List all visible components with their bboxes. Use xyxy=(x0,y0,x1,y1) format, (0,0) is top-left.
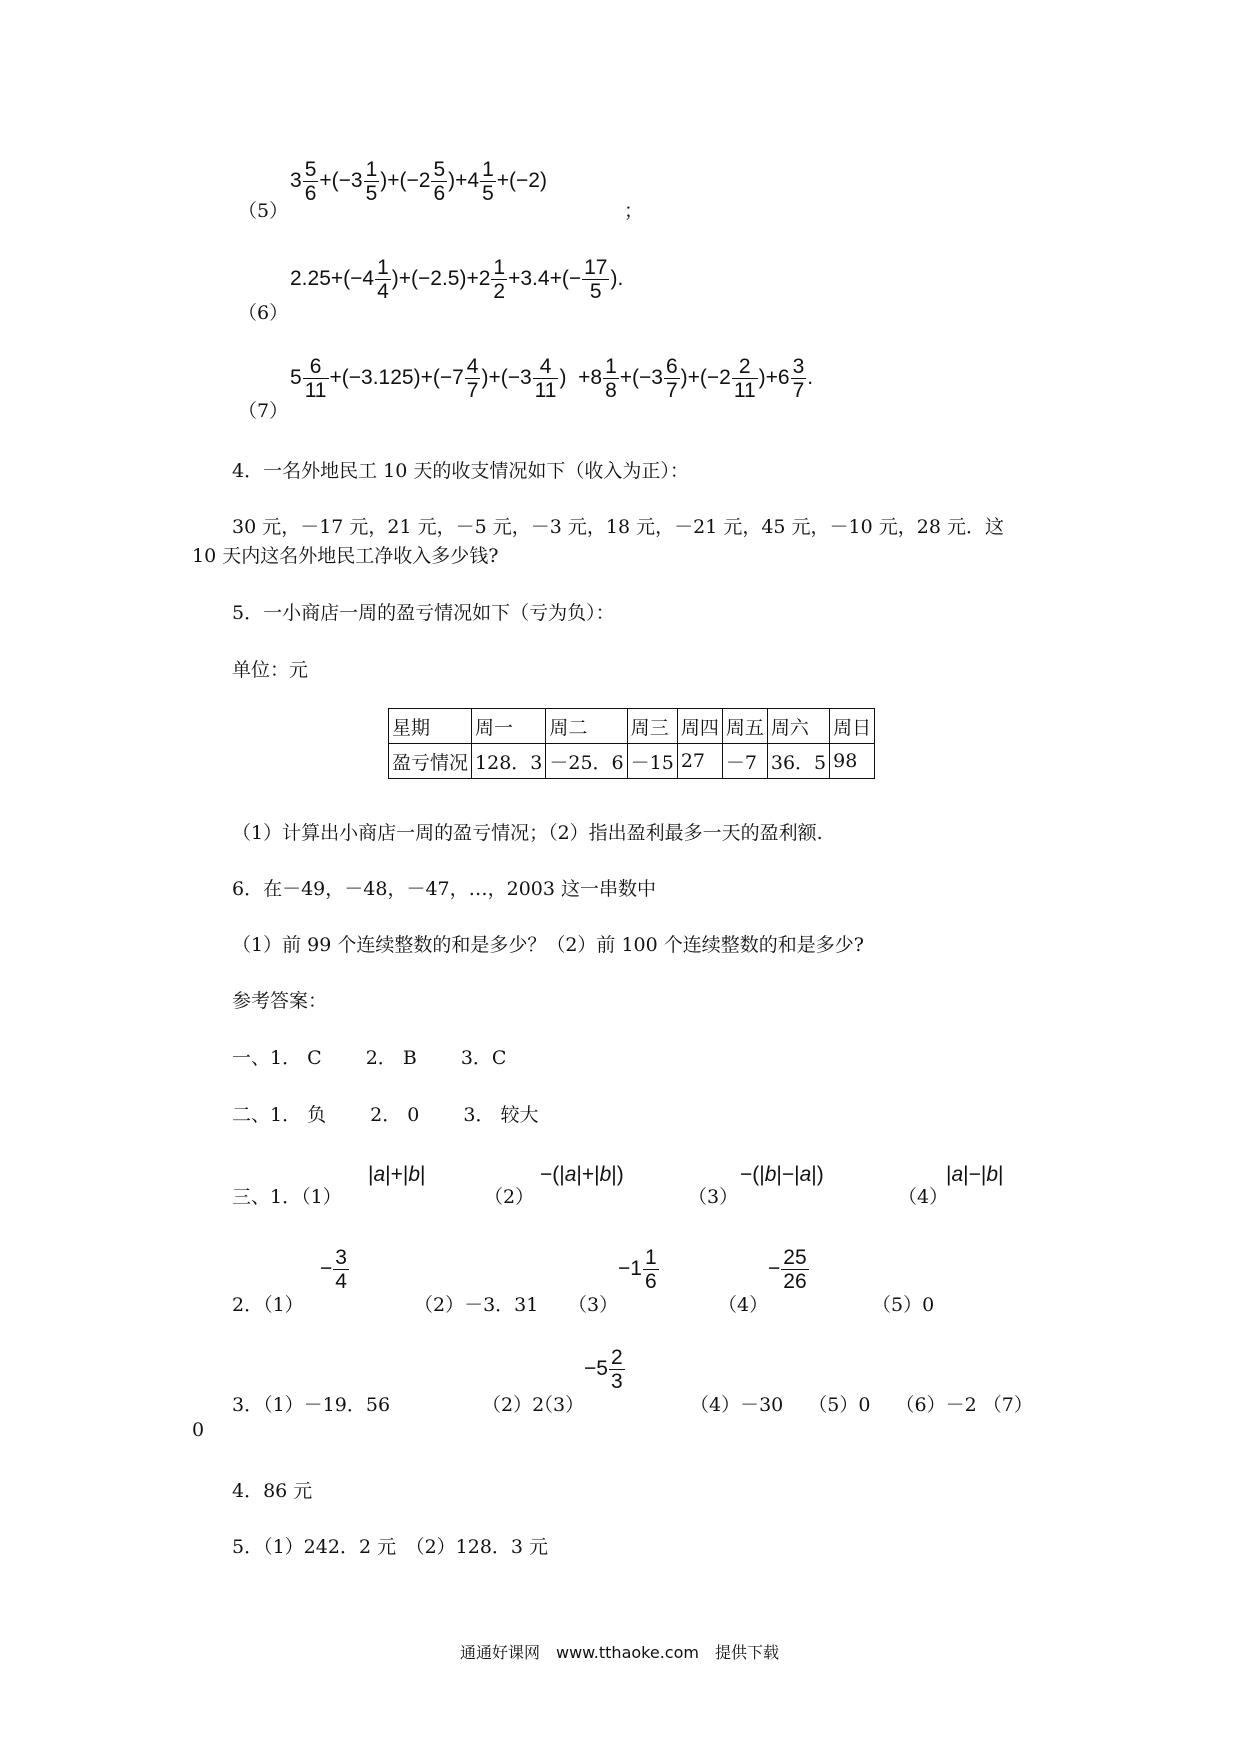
problem-4-line-2: 10 天内这名外地民工净收入多少钱? xyxy=(192,545,499,567)
table-cell: 128．3 xyxy=(472,744,546,779)
problem-5-questions: （1）计算出小商店一周的盈亏情况；（2）指出盈利最多一天的盈利额. xyxy=(232,822,823,844)
table-cell: 周日 xyxy=(830,709,875,744)
answers-part-3-label-2: （2） xyxy=(484,1186,535,1208)
problem-5-unit: 单位：元 xyxy=(232,659,309,681)
profit-loss-table xyxy=(388,708,875,779)
problem-4-line-1: 30 元，－17 元，21 元，－5 元，－3 元，18 元，－21 元，45 元，－10 元，28 元．这 xyxy=(232,516,1004,538)
table-cell: 周六 xyxy=(767,709,829,744)
answer-2-4: − $\frac{25}{26}$ xyxy=(768,1246,807,1294)
answers-q4: 4．86 元 xyxy=(232,1480,313,1502)
answers-q2-label-4: （4） xyxy=(718,1294,769,1316)
expression-5-label: （5） xyxy=(238,200,289,222)
answers-part-1: 一、1． C 2． B 3．C xyxy=(232,1047,507,1069)
table-cell: 星期 xyxy=(389,709,472,744)
table-row xyxy=(389,709,875,744)
table-cell: 盈亏情况 xyxy=(389,744,472,779)
problem-4-title: 4．一名外地民工 10 天的收支情况如下（收入为正）： xyxy=(232,460,689,482)
table-cell: 27 xyxy=(677,744,722,779)
answers-heading: 参考答案： xyxy=(232,990,328,1012)
answer-3-1-4: |a|−|b| xyxy=(946,1163,1004,1186)
answer-3-1-2: −(|a|+|b|) xyxy=(540,1163,624,1186)
table-cell: 周五 xyxy=(722,709,767,744)
table-cell: －7 xyxy=(722,744,767,779)
answers-part-2: 二、1． 负 2． 0 3． 较大 xyxy=(232,1104,539,1126)
answers-q2-label-3: （3） xyxy=(568,1294,619,1316)
expression-7: 5 $\frac{6}{11}$ +(−3.125)+(−7 $\frac{4}{7}$ )+(−3 $\frac{4}{11}$ ) +8 $\frac{1}{8}$ +(−3 $\frac{6}{7}$ )+(−2 $\frac{2}{11}$ )+6 $\frac{3}{7}$ . xyxy=(290,355,814,403)
table-cell: 98 xyxy=(830,744,875,779)
answer-2-1: − $\frac{3}{4}$ xyxy=(320,1246,347,1294)
answer-2-3: −1 $\frac{1}{6}$ xyxy=(618,1246,657,1294)
table-cell: 周二 xyxy=(546,709,627,744)
expression-7-label: （7） xyxy=(238,400,289,422)
table-row xyxy=(389,744,875,779)
answers-q3-wrap: 0 xyxy=(192,1419,205,1441)
answers-part-3-label-4: （4） xyxy=(898,1186,949,1208)
table-cell: －15 xyxy=(627,744,677,779)
answers-q3-prefix: 3．（1）－19．56 xyxy=(232,1394,391,1416)
expression-6: 2.25+(−4 $\frac{1}{4}$ )+(−2.5)+2 $\frac{1}{2}$ +3.4+(− $\frac{17}{5}$ ). xyxy=(290,256,624,304)
expression-5-tail: ； xyxy=(624,200,644,222)
table-cell: 周一 xyxy=(472,709,546,744)
table-cell: －25．6 xyxy=(546,744,627,779)
answers-q3-label-3: （3） xyxy=(534,1394,585,1416)
footer-credit: 通通好课网 www.tthaoke.com 提供下载 xyxy=(460,1643,779,1662)
problem-6-title: 6．在－49，－48，－47，…，2003 这一串数中 xyxy=(232,878,657,900)
table-cell: 周四 xyxy=(677,709,722,744)
expression-6-label: （6） xyxy=(238,302,289,324)
answer-3-3: −5 $\frac{2}{3}$ xyxy=(584,1346,623,1394)
answers-q3-rest: （4）－30 （5）0 （6）－2 （7） xyxy=(690,1394,1033,1416)
answers-q3-label-2: （2）2 xyxy=(482,1394,545,1416)
problem-5-title: 5．一小商店一周的盈亏情况如下（亏为负）： xyxy=(232,602,615,624)
expression-5: 3 $\frac{5}{6}$ +(−3 $\frac{1}{5}$ )+(−2 $\frac{5}{6}$ )+4 $\frac{1}{5}$ +(−2) xyxy=(290,158,547,206)
answers-q5: 5．（1）242．2 元 （2）128．3 元 xyxy=(232,1536,549,1558)
answer-3-1-1: |a|+|b| xyxy=(368,1163,426,1186)
table-cell: 周三 xyxy=(627,709,677,744)
answers-part-3-prefix: 三、1．（1） xyxy=(232,1186,342,1208)
answers-q2-label-5: （5）0 xyxy=(872,1294,935,1316)
answers-part-3-label-3: （3） xyxy=(688,1186,739,1208)
answers-q2-prefix: 2．（1） xyxy=(232,1294,304,1316)
answer-3-1-3: −(|b|−|a|) xyxy=(740,1163,824,1186)
table-cell: 36．5 xyxy=(767,744,829,779)
problem-6-questions: （1）前 99 个连续整数的和是多少？（2）前 100 个连续整数的和是多少? xyxy=(232,934,864,956)
answers-q2-label-2: （2）－3．31 xyxy=(414,1294,539,1316)
